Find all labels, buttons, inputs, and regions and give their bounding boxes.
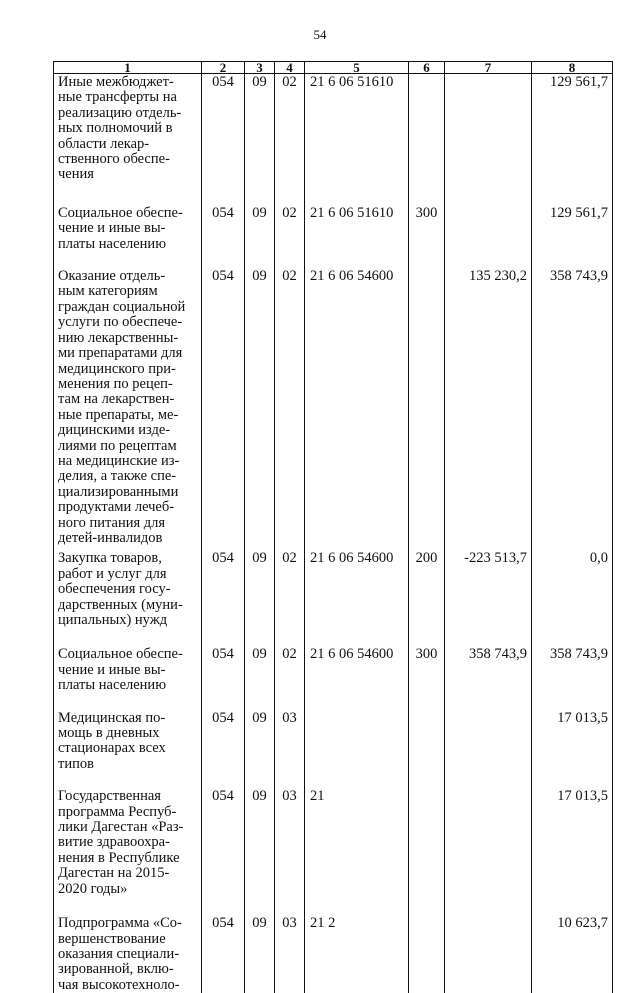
- row-section-code: 09: [245, 268, 275, 550]
- row-name: [54, 268, 202, 550]
- row-change-amount: [445, 710, 532, 789]
- row-rz-code: 054: [202, 915, 245, 993]
- row-name-line: граждан социальной: [58, 300, 199, 315]
- table-row: [54, 915, 613, 993]
- row-section-code: 09: [245, 646, 275, 709]
- row-total-amount: 129 561,7: [532, 74, 613, 205]
- row-section-code: 09: [245, 205, 275, 268]
- row-target-code: 21 6 06 51610: [305, 205, 409, 268]
- row-name-line: лики Дагестан «Раз-: [58, 820, 199, 835]
- row-section-code: 09: [245, 915, 275, 993]
- row-name-line: дарственных (муни-: [58, 598, 199, 613]
- row-subsection-code: 03: [275, 710, 305, 789]
- row-expense-type: 300: [409, 205, 445, 268]
- row-name-line: области лекар-: [58, 137, 199, 152]
- row-name-line: Социальное обеспе-: [58, 206, 199, 221]
- row-total-amount: 129 561,7: [532, 205, 613, 268]
- table-body: [54, 74, 613, 993]
- row-name-line: реализацию отдель-: [58, 106, 199, 121]
- row-name: [54, 915, 202, 993]
- row-target-code: 21 6 06 54600: [305, 550, 409, 646]
- row-name-line: программа Респуб-: [58, 805, 199, 820]
- row-change-amount: -223 513,7: [445, 550, 532, 646]
- row-name-line: продуктами лечеб-: [58, 500, 199, 515]
- row-name-line: ные трансферты на: [58, 90, 199, 105]
- row-expense-type: [409, 915, 445, 993]
- row-name-line: зированной, вклю-: [58, 962, 199, 977]
- row-name-line: вершенствование: [58, 932, 199, 947]
- header-col-4: 4: [275, 62, 305, 74]
- row-name-line: типов: [58, 757, 199, 772]
- table-row: [54, 710, 613, 789]
- row-name-line: работ и услуг для: [58, 567, 199, 582]
- row-name-line: дицинскими изде-: [58, 423, 199, 438]
- row-name-line: Иные межбюджет-: [58, 75, 199, 90]
- row-name-line: Подпрограмма «Со-: [58, 916, 199, 931]
- row-rz-code: 054: [202, 788, 245, 915]
- row-target-code: 21 2: [305, 915, 409, 993]
- table-header-row: [54, 62, 613, 74]
- row-subsection-code: 02: [275, 550, 305, 646]
- row-subsection-code: 02: [275, 646, 305, 709]
- row-name-line: нения в Республике: [58, 851, 199, 866]
- row-change-amount: [445, 788, 532, 915]
- row-name-line: оказания специали-: [58, 947, 199, 962]
- row-target-code: [305, 710, 409, 789]
- row-subsection-code: 02: [275, 74, 305, 205]
- table-row: [54, 788, 613, 915]
- row-name-line: там на лекарствен-: [58, 392, 199, 407]
- row-subsection-code: 02: [275, 205, 305, 268]
- table-row: [54, 74, 613, 205]
- row-total-amount: 17 013,5: [532, 710, 613, 789]
- row-name-line: ственного обеспе-: [58, 152, 199, 167]
- row-rz-code: 054: [202, 205, 245, 268]
- row-name: [54, 646, 202, 709]
- row-subsection-code: 02: [275, 268, 305, 550]
- row-subsection-code: 03: [275, 788, 305, 915]
- row-name-line: ных полномочий в: [58, 121, 199, 136]
- row-name-line: чение и иные вы-: [58, 221, 199, 236]
- table-row: [54, 646, 613, 709]
- row-name-line: услуги по обеспече-: [58, 315, 199, 330]
- row-target-code: 21 6 06 54600: [305, 646, 409, 709]
- row-expense-type: [409, 710, 445, 789]
- row-name-line: ным категориям: [58, 284, 199, 299]
- row-name: [54, 74, 202, 205]
- row-name-line: ципальных) нужд: [58, 613, 199, 628]
- table-row: [54, 550, 613, 646]
- row-change-amount: [445, 915, 532, 993]
- row-target-code: 21: [305, 788, 409, 915]
- row-name-line: платы населению: [58, 678, 199, 693]
- header-col-2: 2: [202, 62, 245, 74]
- row-name-line: Социальное обеспе-: [58, 647, 199, 662]
- budget-table: [53, 61, 613, 993]
- row-total-amount: 10 623,7: [532, 915, 613, 993]
- table-row: [54, 268, 613, 550]
- row-total-amount: 17 013,5: [532, 788, 613, 915]
- row-target-code: 21 6 06 54600: [305, 268, 409, 550]
- row-name-line: стационарах всех: [58, 741, 199, 756]
- row-name-line: на медицинские из-: [58, 454, 199, 469]
- row-rz-code: 054: [202, 710, 245, 789]
- header-col-1: 1: [54, 62, 202, 74]
- row-target-code: 21 6 06 51610: [305, 74, 409, 205]
- row-expense-type: 200: [409, 550, 445, 646]
- row-name-line: детей-инвалидов: [58, 531, 199, 546]
- header-col-3: 3: [245, 62, 275, 74]
- row-total-amount: 0,0: [532, 550, 613, 646]
- row-subsection-code: 03: [275, 915, 305, 993]
- row-name-line: делия, а также спе-: [58, 469, 199, 484]
- header-col-7: 7: [445, 62, 532, 74]
- row-total-amount: 358 743,9: [532, 268, 613, 550]
- row-change-amount: [445, 74, 532, 205]
- row-name-line: нию лекарственны-: [58, 331, 199, 346]
- row-expense-type: 300: [409, 646, 445, 709]
- row-section-code: 09: [245, 788, 275, 915]
- page-number: 54: [0, 27, 640, 43]
- row-name-line: чая высокотехноло-: [58, 978, 199, 993]
- row-section-code: 09: [245, 710, 275, 789]
- row-name-line: Государственная: [58, 789, 199, 804]
- row-name-line: мощь в дневных: [58, 726, 199, 741]
- row-name-line: ного питания для: [58, 516, 199, 531]
- row-name-line: обеспечения госу-: [58, 582, 199, 597]
- row-name-line: менения по рецеп-: [58, 377, 199, 392]
- row-name-line: витие здравоохра-: [58, 835, 199, 850]
- row-section-code: 09: [245, 74, 275, 205]
- row-name-line: циализированными: [58, 485, 199, 500]
- row-name-line: Оказание отдель-: [58, 269, 199, 284]
- row-name: [54, 710, 202, 789]
- row-change-amount: [445, 205, 532, 268]
- row-name: [54, 205, 202, 268]
- row-name-line: платы населению: [58, 237, 199, 252]
- row-name-line: чение и иные вы-: [58, 663, 199, 678]
- row-name-line: ные препараты, ме-: [58, 408, 199, 423]
- row-name-line: Дагестан на 2015-: [58, 866, 199, 881]
- row-name-line: лиями по рецептам: [58, 439, 199, 454]
- header-col-8: 8: [532, 62, 613, 74]
- row-rz-code: 054: [202, 646, 245, 709]
- row-rz-code: 054: [202, 550, 245, 646]
- row-name: [54, 788, 202, 915]
- row-name-line: медицинского при-: [58, 362, 199, 377]
- row-name-line: Медицинская по-: [58, 711, 199, 726]
- table-row: [54, 205, 613, 268]
- row-name: [54, 550, 202, 646]
- row-change-amount: 358 743,9: [445, 646, 532, 709]
- row-rz-code: 054: [202, 74, 245, 205]
- row-name-line: Закупка товаров,: [58, 551, 199, 566]
- row-total-amount: 358 743,9: [532, 646, 613, 709]
- row-section-code: 09: [245, 550, 275, 646]
- row-expense-type: [409, 268, 445, 550]
- row-expense-type: [409, 74, 445, 205]
- header-col-6: 6: [409, 62, 445, 74]
- row-name-line: чения: [58, 167, 199, 182]
- row-rz-code: 054: [202, 268, 245, 550]
- row-expense-type: [409, 788, 445, 915]
- header-col-5: 5: [305, 62, 409, 74]
- row-name-line: ми препаратами для: [58, 346, 199, 361]
- row-name-line: 2020 годы»: [58, 882, 199, 897]
- row-change-amount: 135 230,2: [445, 268, 532, 550]
